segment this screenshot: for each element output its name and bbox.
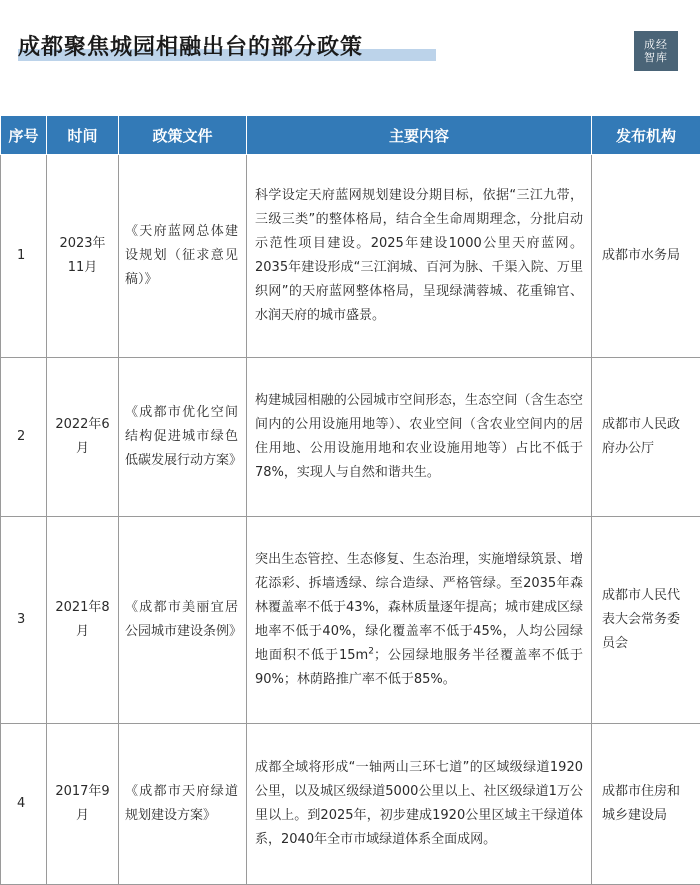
col-header-org: 发布机构 bbox=[592, 116, 700, 155]
cell-time: 2022年6月 bbox=[47, 358, 119, 517]
cell-no: 2 bbox=[1, 358, 47, 517]
table-row bbox=[1, 517, 700, 724]
table-row bbox=[1, 155, 700, 358]
cell-time: 2023年11月 bbox=[47, 155, 119, 358]
table-header-row bbox=[1, 116, 700, 155]
cell-no: 1 bbox=[1, 155, 47, 358]
col-header-no: 序号 bbox=[1, 116, 47, 155]
cell-content: 成都全域将形成“一轴两山三环七道”的区域级绿道1920公里，以及城区级绿道5000公里以上、社区级绿道1万公里以上。到2025年，初步建成1920公里区域主干绿道体系，2040年全市市域绿道体系全面成网。 bbox=[247, 724, 592, 885]
cell-content-superscript: 2 bbox=[368, 647, 374, 657]
col-header-doc: 政策文件 bbox=[119, 116, 247, 155]
brand-logo bbox=[634, 31, 678, 71]
cell-org: 成都市人民代表大会常务委员会 bbox=[592, 517, 700, 724]
cell-content-main: 突出生态管控、生态修复、生态治理，实施增绿筑景、增花添彩、拆墙透绿、综合造绿、严格管绿。至2035年森林覆盖率不低于43%，森林质量逐年提高；城市建成区绿地率不低于40%，绿化覆盖率不低于45%，人均公园绿地面积不低于15m bbox=[255, 552, 583, 663]
cell-org: 成都市住房和城乡建设局 bbox=[592, 724, 700, 885]
page-title: 成都聚焦城园相融出台的部分政策 bbox=[18, 30, 363, 61]
title-block bbox=[18, 30, 363, 61]
cell-doc: 《成都市天府绿道规划建设方案》 bbox=[119, 724, 247, 885]
col-header-time: 时间 bbox=[47, 116, 119, 155]
cell-doc: 《天府蓝网总体建设规划（征求意见稿）》 bbox=[119, 155, 247, 358]
brand-logo-text: 成经智库 bbox=[643, 38, 669, 64]
cell-content: 构建城园相融的公园城市空间形态，生态空间（含生态空间内的公用设施用地等）、农业空间（含农业空间内的居住用地、公用设施用地和农业设施用地等）占比不低于78%，实现人与自然和谐共生。 bbox=[247, 358, 592, 517]
cell-content: 科学设定天府蓝网规划建设分期目标，依据“三江九带，三级三类”的整体格局，结合全生命周期理念，分批启动示范性项目建设。2025年建设1000公里天府蓝网。2035年建设形成“三江润城、百河为脉、千渠入院、万里织网”的天府蓝网整体格局，呈现绿满蓉城、花重锦官、水润天府的城市盛景。 bbox=[247, 155, 592, 358]
cell-no: 3 bbox=[1, 517, 47, 724]
cell-content bbox=[247, 517, 592, 724]
cell-doc: 《成都市优化空间结构促进城市绿色低碳发展行动方案》 bbox=[119, 358, 247, 517]
cell-doc: 《成都市美丽宜居公园城市建设条例》 bbox=[119, 517, 247, 724]
cell-content-tail: ；公园绿地服务半径覆盖率不低于90%；林荫路推广率不低于85%。 bbox=[255, 648, 583, 687]
table-row bbox=[1, 358, 700, 517]
cell-time: 2021年8月 bbox=[47, 517, 119, 724]
cell-no: 4 bbox=[1, 724, 47, 885]
col-header-content: 主要内容 bbox=[247, 116, 592, 155]
cell-time: 2017年9月 bbox=[47, 724, 119, 885]
cell-org: 成都市水务局 bbox=[592, 155, 700, 358]
table-row bbox=[1, 724, 700, 885]
policy-table bbox=[0, 115, 700, 885]
cell-org: 成都市人民政府办公厅 bbox=[592, 358, 700, 517]
